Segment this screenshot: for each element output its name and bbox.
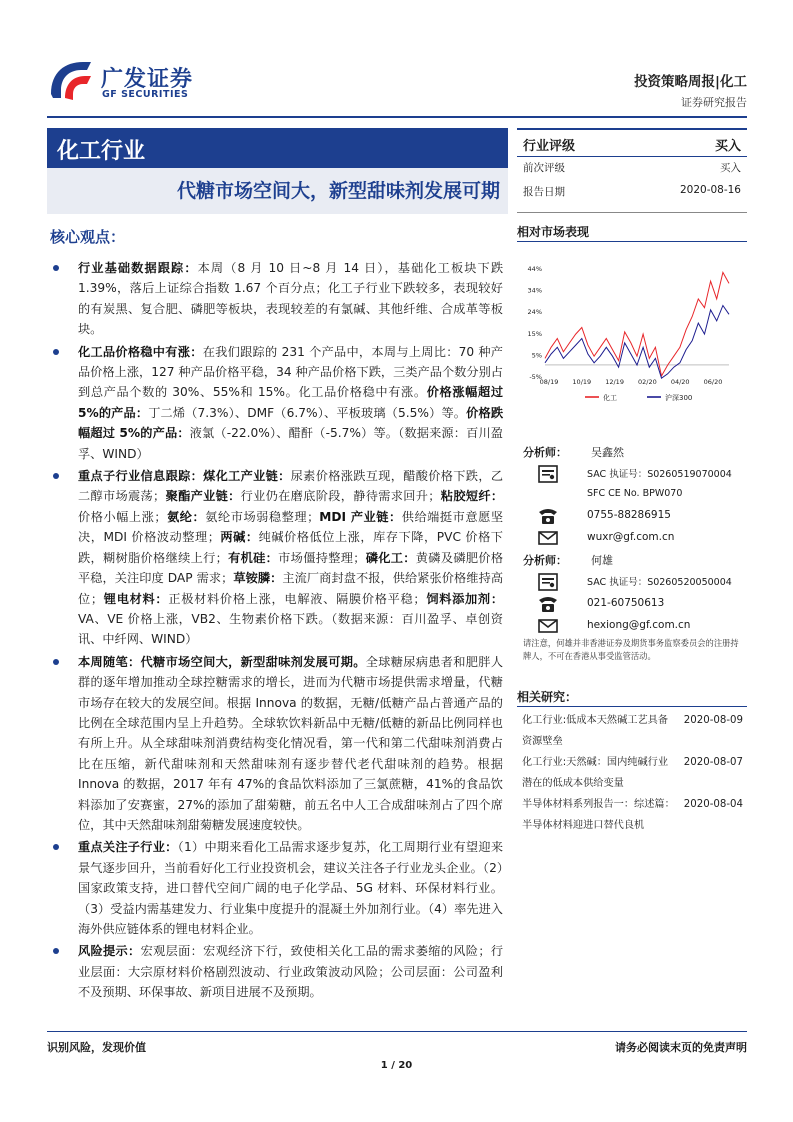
phone-icon: [537, 506, 559, 526]
bullet-dot-icon: [53, 473, 59, 479]
bullet-heading: 化工品价格稳中有涨：: [78, 344, 203, 359]
analyst-2-sac: SAC 执证号：S0260520050004: [587, 577, 732, 588]
series-line-0: [545, 272, 729, 376]
analyst-disclaimer: 请注意，何雄并非香港证券及期货事务监察委员会的注册持牌人，不可在香港从事受监管活动。: [523, 638, 739, 661]
list-item: [50, 837, 503, 939]
legend-label: 沪深300: [665, 394, 693, 402]
bullet-text: VA、VE 价格上涨，VB2、生物素价格下跌。（数据来源：百川盈孚、卓创资讯、中纤网、WIND）: [78, 611, 503, 647]
y-tick-label: 15%: [527, 329, 542, 338]
bullet-text: 液氯（-22.0%）、醋酐（-5.7%）等。（数据来源：百川盈孚、WIND）: [78, 426, 503, 461]
related-research-title: 半导体材料系列报告一：综述篇：半导体材料迎进口替代良机: [522, 799, 675, 831]
bullet-subheading: MDI 产业链：: [319, 509, 402, 524]
analyst-1-sac: SAC 执证号：S0260519070004: [587, 469, 732, 480]
bullet-text: 全球糖尿病患者和肥胖人群的逐年增加推动全球控糖需求的增长，进而为代糖市场提供需求增量，代糖市场存在较大的发展空间。根据 Innova 的数据，无糖/低糖产品占普通产品的比例在全球范围内呈上升趋势。全球软饮料新品中无糖/低糖的新品比例同样也有所上升。从全球甜味剂消费结构变化情况看，第一代和第二代甜味剂消费占比在压缩，新代甜味剂和天然甜味剂有逐步替代老代甜味剂的趋势。根据 Innova 的数据，2017 年有 47%的食品饮料添加了三氯蔗糖，41%的食品饮料添加了安赛蜜，27%的添加了甜菊糖，前五名中人工合成甜味剂占了四个席位，其中天然甜味剂甜菊糖发展速度较快。: [78, 654, 504, 832]
bullet-text: 氨纶市场弱稳整理；: [205, 509, 320, 524]
report-title: 代糖市场空间大，新型甜味剂发展可期: [176, 180, 500, 202]
rating-label: 行业评级: [523, 139, 576, 154]
bullet-subheading: 氨纶：: [166, 509, 206, 524]
footer-divider: [47, 1031, 747, 1032]
footer-slogan: 识别风险，发现价值: [47, 1041, 146, 1054]
related-research-heading: 相关研究：: [517, 690, 578, 704]
analyst-label: 分析师：: [523, 554, 567, 567]
bullet-text: 黄磷及磷肥价格平稳，关注印度 DAP 需求；: [78, 550, 504, 586]
bullet-text: 供给端挺市意愿坚决，MDI 价格波动整理；: [78, 509, 504, 545]
chart-svg: [517, 252, 747, 408]
analyst-1-name: 吴鑫然: [591, 446, 624, 459]
bullet-subheading: 粘胶短纤：: [440, 489, 504, 504]
x-tick-label: 04/20: [670, 378, 690, 386]
analyst-2-sac-row: [517, 572, 747, 596]
bullet-subheading: 饲料添加剂：: [425, 591, 504, 606]
page-header: [47, 58, 747, 118]
bullet-heading: 本周随笔：代糖市场空间大，新型甜味剂发展可期。: [78, 654, 366, 669]
x-tick-label: 02/20: [638, 378, 657, 386]
bullet-text: 宏观层面：宏观经济下行，致使相关化工品的需求萎缩的风险；行业层面：大宗原材料价格剧烈波动、行业政策波动风险；公司层面：公司盈利不及预期、环保事故、新项目进展不及预期。: [78, 944, 504, 1000]
list-item: [50, 258, 503, 340]
rating-mid-rule: [517, 156, 747, 157]
y-tick-label: 34%: [527, 286, 542, 295]
bullet-text: 行业仍在磨底阶段，静待需求回升；: [240, 489, 441, 504]
list-item: [50, 652, 503, 836]
page-number: 1 / 20: [380, 1060, 413, 1071]
analyst-2-phone: 021-60750613: [587, 597, 665, 609]
bullet-subheading: 草铵膦：: [233, 571, 283, 586]
bullet-text: 市场僵持整理；: [278, 550, 366, 565]
rating-top-rule: [517, 128, 747, 130]
y-tick-label: 5%: [531, 351, 542, 360]
related-research-date: 2020-08-04: [683, 799, 743, 810]
core-viewpoints-list: [50, 258, 503, 1005]
bullet-text: 丁二烯（7.3%）、DMF（6.7%）、平板玻璃（5.5%）等。: [148, 405, 467, 420]
analyst-1-sfc: SFC CE No. BPW070: [587, 488, 683, 499]
legend-label: 化工: [603, 394, 617, 402]
rating-bottom-rule: [517, 212, 747, 213]
header-divider: [47, 116, 747, 118]
email-icon: [537, 616, 559, 636]
related-research-date: 2020-08-07: [683, 757, 743, 768]
bullet-dot-icon: [53, 659, 59, 665]
report-subtitle: 证券研究报告: [681, 96, 747, 109]
analyst-1-email-row: [517, 528, 747, 552]
rating-value: 买入: [714, 139, 741, 154]
related-research-date: 2020-08-09: [683, 715, 743, 726]
related-research-item[interactable]: [522, 794, 747, 836]
bullet-heading: 重点关注子行业：: [78, 840, 178, 855]
certificate-icon: [537, 464, 559, 484]
y-tick-label: -5%: [529, 373, 542, 381]
y-tick-label: 24%: [527, 308, 542, 317]
bullet-text: 在我们跟踪的 231 个产品中，本周与上周比：70 种产品价格上涨，127 种产品价格平稳，34 种产品价格下跌，三类产品个数分别占到总产品个数的 30%、55%和 15%。化工品价格稳中有涨。: [78, 344, 503, 400]
related-research-title: 化工行业:天然碱：国内纯碱行业潜在的低成本供给变量: [522, 757, 669, 789]
prev-rating-label: 前次评级: [523, 162, 565, 174]
logo-text-en: GF SECURITIES: [102, 89, 189, 100]
email-icon: [537, 528, 559, 548]
x-tick-label: 08/19: [539, 378, 559, 386]
related-research-item[interactable]: [522, 752, 747, 794]
bullet-heading: 行业基础数据跟踪：: [78, 261, 198, 275]
list-item: [50, 941, 503, 1002]
industry-banner: 化工行业: [47, 128, 508, 168]
logo-text-cn: 广发证券: [101, 67, 194, 92]
analyst-2-phone-row: [517, 594, 747, 618]
report-date-value: 2020-08-16: [679, 184, 741, 196]
x-tick-label: 06/20: [703, 378, 723, 386]
bullet-text: 纯碱价格低位上涨，库存下降，PVC 价格下跌，糊树脂价格继续上行；: [78, 530, 503, 565]
prev-rating-value: 买入: [720, 162, 741, 174]
analyst-1-phone: 0755-88286915: [587, 509, 671, 521]
related-research-rule: [517, 706, 747, 707]
title-banner: [47, 168, 508, 214]
bullet-dot-icon: [53, 844, 59, 850]
analyst-2-name: 何雄: [591, 554, 613, 567]
report-type: 投资策略周报|化工: [634, 74, 747, 90]
bullet-text: 正极材料价格上涨，电解液、隔膜价格平稳；: [168, 591, 426, 606]
y-tick-label: 44%: [527, 265, 542, 273]
certificate-icon: [537, 572, 559, 592]
bullet-text: 主流厂商封盘不报，供给紧张价格维持高位；: [78, 571, 504, 606]
analyst-1-sac-row: [517, 464, 747, 488]
core-viewpoints-heading: 核心观点：: [50, 228, 126, 246]
bullet-text: 尿素价格涨跌互现，醋酸价格下跌，乙二醇市场震荡；: [78, 469, 504, 504]
gf-logo-mark-icon: [47, 58, 95, 104]
bullet-text: （1）中期来看化工品需求逐步复苏，化工周期行业有望迎来景气逐步回升，当前看好化工行业投资机会，建议关注各子行业龙头企业。（2）国家政策支持，进口替代空间广阔的电子化学品、5G 材料、环保材料行业。（3）受益内需基建发力、行业集中度提升的混凝土外加剂行业。（4）率先进入海外供应链体系的锂电材料企业。: [78, 840, 504, 936]
related-research-title: 化工行业:低成本天然碱工艺具备资源壁垒: [522, 715, 669, 747]
bullet-subheading: 锂电材料：: [103, 591, 169, 606]
list-item: [50, 466, 503, 650]
bullet-heading: 重点子行业信息跟踪：煤化工产业链：: [78, 469, 291, 484]
analyst-1-phone-row: [517, 506, 747, 530]
bullet-dot-icon: [53, 948, 59, 954]
bullet-subheading: 聚酯产业链：: [165, 489, 241, 504]
bullet-dot-icon: [53, 349, 59, 355]
report-date-label: 报告日期: [523, 186, 565, 198]
analyst-label: 分析师：: [523, 446, 567, 459]
gf-logo: [47, 58, 207, 102]
x-tick-label: 12/19: [605, 378, 624, 386]
phone-icon: [537, 594, 559, 614]
bullet-subheading: 有机硅：: [227, 550, 279, 565]
analyst-2-email[interactable]: hexiong@gf.com.cn: [587, 619, 691, 631]
relative-performance-chart: [517, 252, 747, 408]
related-research-item[interactable]: [522, 710, 747, 752]
bullet-subheading: 价格涨幅超过 5%的产品：: [78, 385, 504, 420]
chart-title-rule: [517, 241, 747, 242]
bullet-dot-icon: [53, 265, 59, 271]
bullet-subheading: 价格跌幅超过 5%的产品：: [78, 405, 504, 441]
analyst-1-email[interactable]: wuxr@gf.com.cn: [587, 531, 675, 543]
series-line-1: [545, 306, 729, 379]
bullet-text: 价格小幅上涨；: [78, 509, 167, 524]
bullet-text: 本周（8 月 10 日~8 月 14 日），基础化工板块下跌 1.39%，落后上证综合指数 1.67 个百分点；化工子行业下跌较多，表现较好的有炭黑、复合肥、磷肥等板块，表现较差的有氯碱、其他纤维、合成革等板块。: [78, 261, 504, 337]
bullet-heading: 风险提示：: [78, 944, 141, 959]
bullet-subheading: 磷化工：: [365, 550, 416, 565]
chart-title: 相对市场表现: [517, 225, 590, 239]
list-item: [50, 342, 503, 464]
bullet-subheading: 两碱：: [219, 530, 259, 545]
x-tick-label: 10/19: [572, 378, 592, 386]
rating-main-row: [517, 133, 747, 155]
footer-disclaimer-link[interactable]: 请务必阅读末页的免责声明: [615, 1041, 747, 1054]
